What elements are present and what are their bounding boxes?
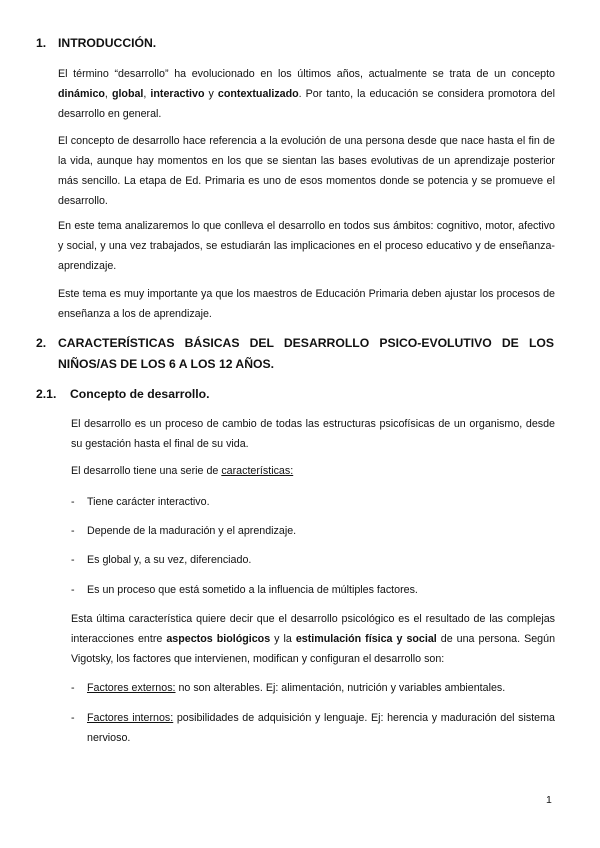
section-2-title: CARACTERÍSTICAS BÁSICAS DEL DESARROLLO PSICO-EVOLUTIVO DE LOS NIÑOS/AS DE LOS 6 A LOS 12 AÑOS. [58, 336, 554, 371]
concept-paragraph-1: El desarrollo es un proceso de cambio de todas las estructuras psicofísicas de un organismo, desde su gestación hasta el final de su vida. [71, 418, 555, 450]
characteristic-item-1: - Tiene carácter interactivo. [71, 496, 210, 508]
factor-item-external: - Factores externos: no son alterables. Ej: alimentación, nutrición y variables ambientales. [71, 682, 506, 694]
characteristic-item-2: - Depende de la maduración y el aprendizaje. [71, 525, 297, 537]
intro-paragraph-1: El término “desarrollo” ha evolucionado en los últimos años, actualmente se trata de un concepto dinámico, global, interactivo y contextualizado. Por tanto, la educación se considera promotora del desarrollo en general. [58, 68, 555, 120]
concept-paragraph-3: Esta última característica quiere decir que el desarrollo psicológico es el resultado de las complejas interacciones entre aspectos biológicos y la estimulación física y social de una persona. Según Vigotsky, los factores que intervienen, modifican y configuran el desarrollo son: [71, 613, 556, 665]
characteristic-item-4: - Es un proceso que está sometido a la influencia de múltiples factores. [71, 584, 418, 596]
section-1-title: INTRODUCCIÓN. [58, 36, 157, 50]
characteristics-label: características: [221, 465, 294, 477]
characteristic-item-3: - Es global y, a su vez, diferenciado. [71, 554, 252, 566]
section-2-1-title: Concepto de desarrollo. [70, 387, 210, 401]
intro-paragraph-4: Este tema es muy importante ya que los maestros de Educación Primaria deben ajustar los procesos de enseñanza a los de aprendizaje. [58, 288, 555, 320]
section-1-number: 1. [36, 36, 47, 50]
page-number: 1 [546, 794, 552, 806]
intro-paragraph-2: El concepto de desarrollo hace referencia a la evolución de una persona desde que nace hasta el fin de la vida, aunque hay momentos en los que se sientan las bases evolutivas de un aprendizaje posterior más sencillo. La etapa de Ed. Primaria es uno de esos momentos donde se potencia y se promueve el desarrollo. [58, 135, 555, 207]
intro-paragraph-3: En este tema analizaremos lo que conlleva el desarrollo en todos sus ámbitos: cognitivo, motor, afectivo y social, y una vez trabajados, se estudiarán las implicaciones en el proceso educativo y de enseñanza-aprendizaje. [58, 220, 555, 272]
concept-paragraph-2: El desarrollo tiene una serie de características: [71, 465, 294, 477]
section-2-number: 2. [36, 336, 47, 350]
section-2-1-number: 2.1. [36, 387, 57, 401]
factor-item-internal: - Factores internos: posibilidades de adquisición y lenguaje. Ej: herencia y maduración del sistema nervioso. [71, 712, 555, 744]
section-2-heading [36, 333, 554, 375]
